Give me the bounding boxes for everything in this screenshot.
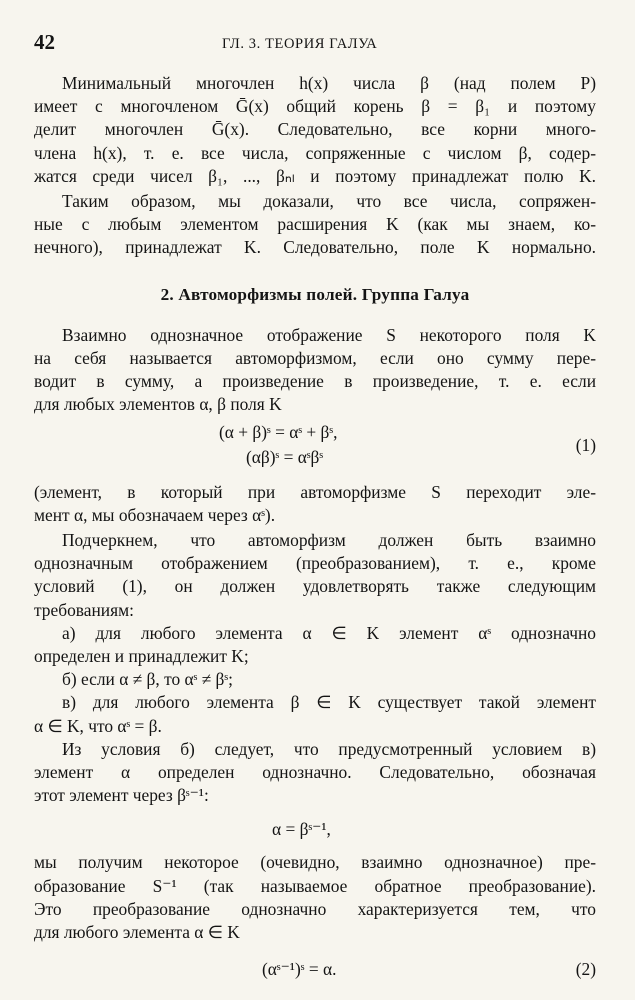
- text-line: определен и принадлежит K;: [34, 646, 249, 667]
- text-line: в) для любого элемента β ∈ K существует такой элемент: [62, 692, 596, 713]
- text-line: Это преобразование однозначно характеризуется тем, что: [34, 898, 596, 919]
- paragraph-requirements: [34, 529, 596, 622]
- text-line: водит в сумму, а произведение в произведение, т. е. если: [34, 371, 596, 392]
- equation-alpha-text: α = βˢ⁻¹,: [272, 819, 331, 840]
- text-line: а) для любого элемента α ∈ K элемент αˢ однозначно: [62, 622, 596, 643]
- text-line: для любого элемента α ∈ K: [34, 922, 240, 943]
- paragraph-automorphism-definition: [34, 324, 596, 417]
- text-line: имеет с многочленом Ḡ(x) общий корень β = β₁ и поэтому: [34, 96, 596, 117]
- text-line: условий (1), он должен удовлетворять также следующим: [34, 576, 596, 597]
- text-line: Подчеркнем, что автоморфизм должен быть взаимно: [62, 530, 596, 551]
- text-line: Минимальный многочлен h(x) числа β (над полем P): [62, 73, 596, 93]
- equation-number: (2): [575, 959, 596, 980]
- text-line: однозначным отображением (преобразованием), т. е., кроме: [34, 553, 596, 574]
- page-header: [34, 30, 596, 54]
- text-line: этот элемент через βˢ⁻¹:: [34, 785, 209, 806]
- text-line: для любых элементов α, β поля K: [34, 394, 282, 415]
- text-line: α ∈ K, что αˢ = β.: [34, 715, 162, 736]
- text-line: образование S⁻¹ (так называемое обратное преобразование).: [34, 875, 596, 896]
- text-line: жатся среди чисел β₁, ..., βₙₗ и поэтому принадлежат полю K.: [34, 165, 596, 186]
- page-number: 42: [34, 30, 55, 54]
- text-line: члена h(x), т. е. все числа, сопряженные с числом β, содер-: [34, 142, 596, 163]
- text-line: элемент α определен однозначно. Следовательно, обозначая: [34, 762, 596, 783]
- text-line: б) если α ≠ β, то αˢ ≠ βˢ;: [62, 669, 233, 690]
- text-line: требованиям:: [34, 599, 134, 620]
- condition-c: [34, 691, 596, 737]
- running-head: ГЛ. 3. ТЕОРИЯ ГАЛУА: [222, 36, 378, 52]
- condition-a: [34, 622, 596, 668]
- text-line: (элемент, в который при автоморфизме S переходит эле-: [34, 481, 596, 502]
- text-line: Таким образом, мы доказали, что все числа, сопряжен-: [62, 191, 596, 212]
- equation-number: (1): [575, 434, 596, 455]
- text-line: мент α, мы обозначаем через αˢ).: [34, 504, 276, 525]
- text-line: ные с любым элементом расширения K (как мы знаем, ко-: [34, 214, 596, 235]
- text-line: мы получим некоторое (очевидно, взаимно однозначное) пре-: [34, 852, 596, 873]
- text-line: делит многочлен Ḡ(x). Следовательно, все корни много-: [34, 119, 596, 140]
- paragraph-minimal-polynomial: [34, 72, 596, 188]
- equation-1: [34, 421, 596, 473]
- paragraph-uniqueness: [34, 738, 596, 808]
- paragraph-notation: [34, 481, 596, 527]
- equation-1-line-1: (α + β)ˢ = αˢ + βˢ,: [219, 421, 338, 442]
- text-line: на себя называется автоморфизмом, если оно сумму пере-: [34, 348, 596, 369]
- page-body: [34, 72, 596, 988]
- text-line: Из условия б) следует, что предусмотренный условием в): [62, 738, 596, 759]
- equation-2-text: (αˢ⁻¹)ˢ = α.: [262, 959, 337, 980]
- text-line: Взаимно однозначное отображение S некоторого поля K: [62, 324, 596, 345]
- equation-1-line-2: (αβ)ˢ = αˢβˢ: [246, 446, 324, 467]
- condition-b: [34, 668, 596, 691]
- equation-2: [34, 944, 596, 988]
- equation-alpha: [34, 807, 596, 851]
- paragraph-inverse: [34, 851, 596, 944]
- section-title: 2. Автоморфизмы полей. Группа Галуа: [160, 284, 470, 304]
- text-line: нечного), принадлежат K. Следовательно, поле K нормально.: [34, 237, 596, 258]
- paragraph-conclusion-normal: [34, 190, 596, 260]
